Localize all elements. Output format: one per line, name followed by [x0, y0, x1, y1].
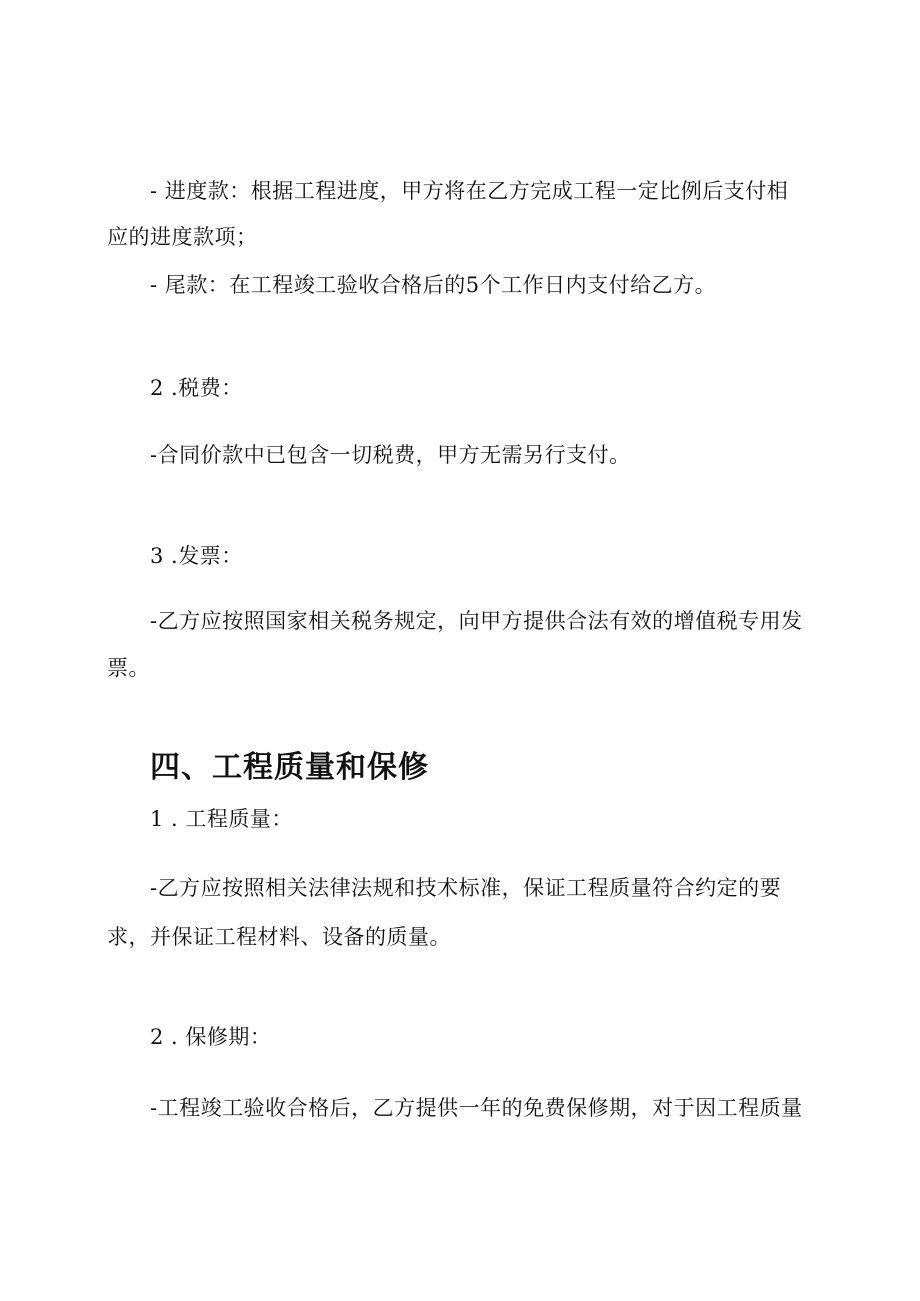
invoice-text-line-2: 票。 [107, 656, 150, 680]
quality-subsection-title: 1 . 工程质量： [150, 807, 293, 831]
tax-section-title: 2 .税费： [150, 376, 243, 400]
final-payment-line: - 尾款：在工程竣工验收合格后的5个工作日内支付给乙方。 [150, 273, 717, 297]
invoice-text-line-1: -乙方应按照国家相关税务规定，向甲方提供合法有效的增值税专用发 [150, 609, 803, 633]
tax-section-text: -合同价款中已包含一切税费，甲方无需另行支付。 [150, 443, 631, 467]
section-heading-quality-warranty: 四、工程质量和保修 [150, 750, 429, 785]
invoice-section-title: 3 .发票： [150, 544, 243, 568]
quality-text-line-1: -乙方应按照相关法律法规和技术标准，保证工程质量符合约定的要 [150, 876, 782, 900]
warranty-subsection-title: 2 . 保修期： [150, 1025, 272, 1049]
progress-payment-line-1: - 进度款：根据工程进度，甲方将在乙方完成工程一定比例后支付相 [150, 179, 789, 203]
quality-text-line-2: 求，并保证工程材料、设备的质量。 [107, 925, 451, 949]
progress-payment-line-2: 应的进度款项； [107, 225, 258, 249]
warranty-text-line-1: -工程竣工验收合格后，乙方提供一年的免费保修期，对于因工程质量 [150, 1096, 803, 1120]
